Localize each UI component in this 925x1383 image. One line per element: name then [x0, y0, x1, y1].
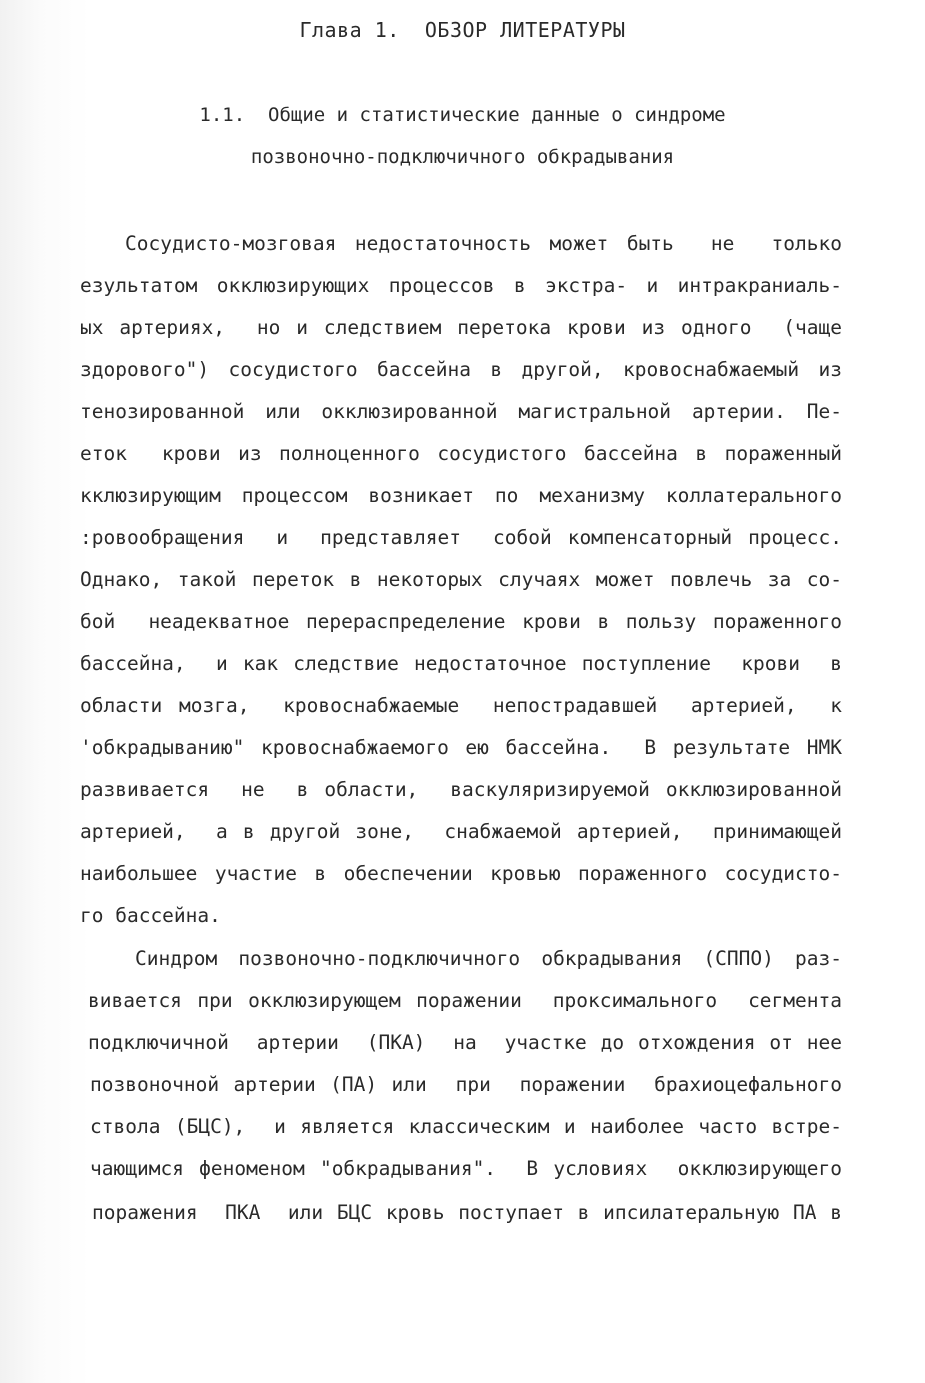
paragraph-2-line: вивается при окклюзирующем поражении проксимального сегмента	[88, 989, 842, 1012]
paragraph-1-line: езультатом окклюзирующих процессов в экстра- и интракраниаль-	[80, 274, 842, 297]
paragraph-1-line: Сосудисто-мозговая недостаточность может быть не только	[125, 232, 842, 255]
paragraph-1-line: развивается не в области, васкуляризируемой окклюзированной	[80, 778, 842, 801]
paragraph-2-line: чающимся феноменом "обкрадывания". В условиях окклюзирующего	[90, 1157, 842, 1180]
paragraph-1-line: наибольшее участие в обеспечении кровью пораженного сосудисто-	[80, 862, 842, 885]
paragraph-1-line: здорового") сосудистого бассейна в другой, кровоснабжаемый из	[80, 358, 842, 381]
paragraph-1-line: бой неадекватное перераспределение крови в пользу пораженного	[80, 610, 842, 633]
paragraph-2-line: ствола (БЦС), и является классическим и наиболее часто встре-	[90, 1115, 842, 1138]
paragraph-1-line: области мозга, кровоснабжаемые непострадавшей артерией, к	[80, 694, 842, 717]
chapter-title: Глава 1. ОБЗОР ЛИТЕРАТУРЫ	[299, 18, 626, 42]
paragraph-2-line: Синдром позвоночно-подключичного обкрадывания (СППО) раз-	[135, 947, 842, 970]
paragraph-2-line: поражения ПКА или БЦС кровь поступает в ипсилатеральную ПА в	[92, 1201, 842, 1224]
paragraph-1-line: :ровообращения и представляет собой компенсаторный процесс.	[80, 526, 842, 549]
paragraph-1-line: еток крови из полноценного сосудистого бассейна в пораженный	[80, 442, 842, 465]
paragraph-1-line: кклюзирующим процессом возникает по механизму коллатерального	[80, 484, 842, 507]
section-title-line-1: 1.1. Общие и статистические данные о синдроме	[199, 104, 726, 126]
paragraph-1-line: 'обкрадыванию" кровоснабжаемого ею бассейна. В результате НМК	[80, 736, 842, 759]
paragraph-1-line: тенозированной или окклюзированной магистральной артерии. Пе-	[80, 400, 842, 423]
paragraph-2-line: подключичной артерии (ПКА) на участке до отхождения от нее	[88, 1031, 842, 1054]
paragraph-1-line: ых артериях, но и следствием перетока крови из одного (чаще	[80, 316, 842, 339]
paragraph-1-line: Однако, такой переток в некоторых случаях может повлечь за со-	[80, 568, 842, 591]
paragraph-1-line: артерией, а в другой зоне, снабжаемой артерией, принимающей	[80, 820, 842, 843]
paragraph-1-line: го бассейна.	[80, 904, 221, 927]
paragraph-1-line: бассейна, и как следствие недостаточное поступление крови в	[80, 652, 842, 675]
section-title-line-2: позвоночно-подключичного обкрадывания	[250, 146, 675, 168]
paragraph-2-line: позвоночной артерии (ПА) или при поражении брахиоцефального	[90, 1073, 842, 1096]
